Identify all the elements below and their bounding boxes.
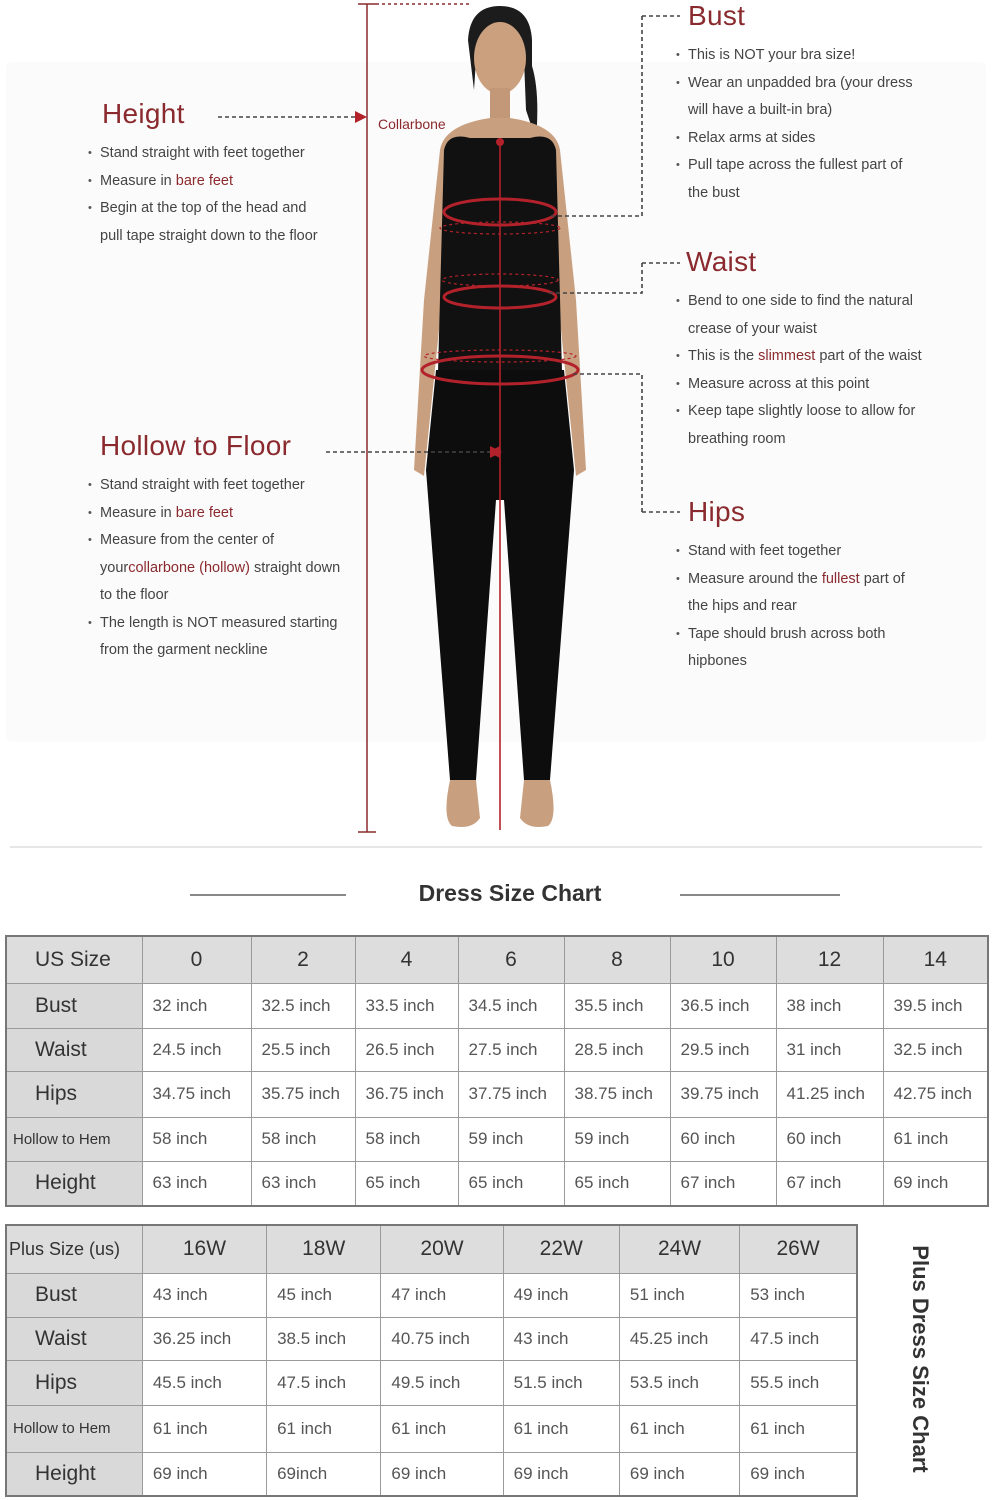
hips-bullet: • Measure around the fullest part of the hips and rear — [676, 566, 966, 621]
size-column-header: 20W — [381, 1225, 503, 1273]
size-column-header: 18W — [267, 1225, 381, 1273]
measurement-cell: 39.5 inch — [883, 983, 988, 1028]
size-column-header: 24W — [619, 1225, 739, 1273]
measurement-cell: 42.75 inch — [883, 1071, 988, 1117]
measurement-cell: 34.5 inch — [458, 983, 564, 1028]
measurement-cell: 69 inch — [503, 1452, 619, 1496]
measurement-cell: 58 inch — [251, 1117, 355, 1161]
size-column-header: 8 — [564, 936, 670, 983]
measurement-cell: 69 inch — [381, 1452, 503, 1496]
measurement-cell: 58 inch — [142, 1117, 251, 1161]
measurement-cell: 67 inch — [670, 1161, 776, 1206]
collarbone-label: Collarbone — [378, 116, 446, 132]
measurement-cell: 24.5 inch — [142, 1028, 251, 1071]
bust-title: Bust — [688, 0, 746, 31]
row-label: Hips — [6, 1071, 142, 1117]
measurement-cell: 69 inch — [883, 1161, 988, 1206]
measurement-cell: 61 inch — [503, 1405, 619, 1452]
size-column-header: 16W — [142, 1225, 266, 1273]
measurement-cell: 38 inch — [776, 983, 883, 1028]
measurement-cell: 59 inch — [564, 1117, 670, 1161]
bust-bullet: • Pull tape across the fullest part of the bust — [676, 152, 966, 207]
table-header-row — [6, 1225, 857, 1273]
height-list — [88, 140, 348, 250]
table-row — [6, 1071, 988, 1117]
size-column-header: 22W — [503, 1225, 619, 1273]
measurement-cell: 47.5 inch — [267, 1360, 381, 1405]
measurement-cell: 33.5 inch — [355, 983, 458, 1028]
measurement-cell: 45.5 inch — [142, 1360, 266, 1405]
chart-title: Dress Size Chart — [418, 880, 602, 906]
row-label: Bust — [6, 983, 142, 1028]
measurement-cell: 31 inch — [776, 1028, 883, 1071]
height-section — [88, 98, 348, 250]
waist-bullet: • Measure across at this point — [676, 371, 976, 399]
measurement-cell: 29.5 inch — [670, 1028, 776, 1071]
height-bullet: • Measure in bare feet — [88, 168, 348, 196]
bust-bullet: • Wear an unpadded bra (your dress will have a built-in bra) — [676, 70, 966, 125]
measurement-cell: 61 inch — [142, 1405, 266, 1452]
measurement-cell: 67 inch — [776, 1161, 883, 1206]
row-label: Hips — [6, 1360, 142, 1405]
measurement-cell: 45.25 inch — [619, 1317, 739, 1360]
table-row — [6, 1405, 857, 1452]
measurement-cell: 25.5 inch — [251, 1028, 355, 1071]
waist-section — [676, 246, 976, 453]
hollow-list — [88, 472, 358, 665]
measurement-cell: 43 inch — [503, 1317, 619, 1360]
measurement-cell: 60 inch — [670, 1117, 776, 1161]
measurement-cell: 38.75 inch — [564, 1071, 670, 1117]
measurement-cell: 27.5 inch — [458, 1028, 564, 1071]
measurement-cell: 65 inch — [355, 1161, 458, 1206]
measurement-cell: 69 inch — [740, 1452, 857, 1496]
measurement-cell: 69 inch — [619, 1452, 739, 1496]
row-label: Waist — [6, 1028, 142, 1071]
waist-list — [676, 288, 976, 453]
measurement-cell: 60 inch — [776, 1117, 883, 1161]
hips-title: Hips — [688, 496, 746, 527]
measurement-cell: 43 inch — [142, 1273, 266, 1317]
size-column-header: 12 — [776, 936, 883, 983]
table-row — [6, 1360, 857, 1405]
size-column-header: 0 — [142, 936, 251, 983]
hips-bullet: • Stand with feet together — [676, 538, 966, 566]
row-label: Hollow to Hem — [6, 1405, 142, 1452]
hollow-bullet: • Stand straight with feet together — [88, 472, 358, 500]
size-column-header: 2 — [251, 936, 355, 983]
measurement-cell: 36.5 inch — [670, 983, 776, 1028]
measurement-cell: 37.75 inch — [458, 1071, 564, 1117]
measurement-cell: 32 inch — [142, 983, 251, 1028]
measurement-cell: 49.5 inch — [381, 1360, 503, 1405]
height-bullet: • Stand straight with feet together — [88, 140, 348, 168]
measurement-cell: 55.5 inch — [740, 1360, 857, 1405]
measurement-cell: 32.5 inch — [883, 1028, 988, 1071]
measurement-cell: 32.5 inch — [251, 983, 355, 1028]
measurement-cell: 39.75 inch — [670, 1071, 776, 1117]
waist-title: Waist — [686, 246, 757, 277]
measurement-cell: 47 inch — [381, 1273, 503, 1317]
size-column-header: 4 — [355, 936, 458, 983]
table-corner-label: US Size — [6, 936, 142, 983]
hips-bullet: • Tape should brush across both hipbones — [676, 621, 966, 676]
measurement-cell: 47.5 inch — [740, 1317, 857, 1360]
measurement-cell: 34.75 inch — [142, 1071, 251, 1117]
hollow-bullet: • The length is NOT measured starting from the garment neckline — [88, 610, 358, 665]
measurement-cell: 63 inch — [251, 1161, 355, 1206]
us-size-table — [5, 935, 989, 1207]
table-row — [6, 1117, 988, 1161]
measurement-cell: 59 inch — [458, 1117, 564, 1161]
section-divider — [10, 846, 982, 848]
measurement-cell: 63 inch — [142, 1161, 251, 1206]
table-row — [6, 1028, 988, 1071]
plus-size-table — [5, 1224, 858, 1497]
waist-bullet: • Bend to one side to find the natural crease of your waist — [676, 288, 976, 343]
measurement-cell: 69inch — [267, 1452, 381, 1496]
table-row — [6, 983, 988, 1028]
height-bullet: • Begin at the top of the head and pull tape straight down to the floor — [88, 195, 348, 250]
table-corner-label: Plus Size (us) — [6, 1225, 142, 1273]
measurement-cell: 69 inch — [142, 1452, 266, 1496]
table-row — [6, 1161, 988, 1206]
size-column-header: 10 — [670, 936, 776, 983]
measurement-cell: 35.5 inch — [564, 983, 670, 1028]
bust-section — [676, 0, 966, 207]
row-label: Height — [6, 1161, 142, 1206]
measurement-cell: 40.75 inch — [381, 1317, 503, 1360]
row-label: Height — [6, 1452, 142, 1496]
measurement-cell: 65 inch — [564, 1161, 670, 1206]
measurement-cell: 61 inch — [740, 1405, 857, 1452]
measurement-cell: 45 inch — [267, 1273, 381, 1317]
measurement-cell: 61 inch — [619, 1405, 739, 1452]
measurement-cell: 41.25 inch — [776, 1071, 883, 1117]
measurement-cell: 61 inch — [883, 1117, 988, 1161]
measurement-cell: 61 inch — [267, 1405, 381, 1452]
measurement-cell: 51.5 inch — [503, 1360, 619, 1405]
size-column-header: 6 — [458, 936, 564, 983]
table-row — [6, 1452, 857, 1496]
table-row — [6, 1317, 857, 1360]
table-header-row — [6, 936, 988, 983]
measurement-cell: 51 inch — [619, 1273, 739, 1317]
measurement-cell: 53 inch — [740, 1273, 857, 1317]
size-column-header: 14 — [883, 936, 988, 983]
table-row — [6, 1273, 857, 1317]
measurement-cell: 26.5 inch — [355, 1028, 458, 1071]
bust-bullet: • Relax arms at sides — [676, 125, 966, 153]
measurement-cell: 53.5 inch — [619, 1360, 739, 1405]
size-column-header: 26W — [740, 1225, 857, 1273]
hollow-bullet: • Measure in bare feet — [88, 500, 358, 528]
plus-chart-side-title-text: Plus Dress Size Chart — [908, 1245, 933, 1473]
measurement-cell: 65 inch — [458, 1161, 564, 1206]
hollow-to-floor-section — [88, 430, 358, 665]
title-rule-right — [680, 894, 840, 896]
hips-section — [676, 496, 966, 676]
measurement-cell: 36.75 inch — [355, 1071, 458, 1117]
measurement-cell: 35.75 inch — [251, 1071, 355, 1117]
hollow-bullet: • Measure from the center of yourcollarbone (hollow) straight down to the floor — [88, 527, 358, 610]
hollow-title: Hollow to Floor — [100, 430, 292, 461]
row-label: Bust — [6, 1273, 142, 1317]
measurement-cell: 61 inch — [381, 1405, 503, 1452]
hips-list — [676, 538, 966, 676]
plus-chart-side-title — [858, 1224, 982, 1494]
row-label: Hollow to Hem — [6, 1117, 142, 1161]
measurement-cell: 58 inch — [355, 1117, 458, 1161]
chart-title-bar — [0, 876, 992, 916]
measurement-cell: 28.5 inch — [564, 1028, 670, 1071]
height-title: Height — [102, 98, 185, 129]
waist-bullet: • This is the slimmest part of the waist — [676, 343, 976, 371]
bust-bullet: • This is NOT your bra size! — [676, 42, 966, 70]
measurement-cell: 38.5 inch — [267, 1317, 381, 1360]
measurement-cell: 49 inch — [503, 1273, 619, 1317]
waist-bullet: • Keep tape slightly loose to allow for breathing room — [676, 398, 976, 453]
measurement-cell: 36.25 inch — [142, 1317, 266, 1360]
bust-list — [676, 42, 966, 207]
row-label: Waist — [6, 1317, 142, 1360]
